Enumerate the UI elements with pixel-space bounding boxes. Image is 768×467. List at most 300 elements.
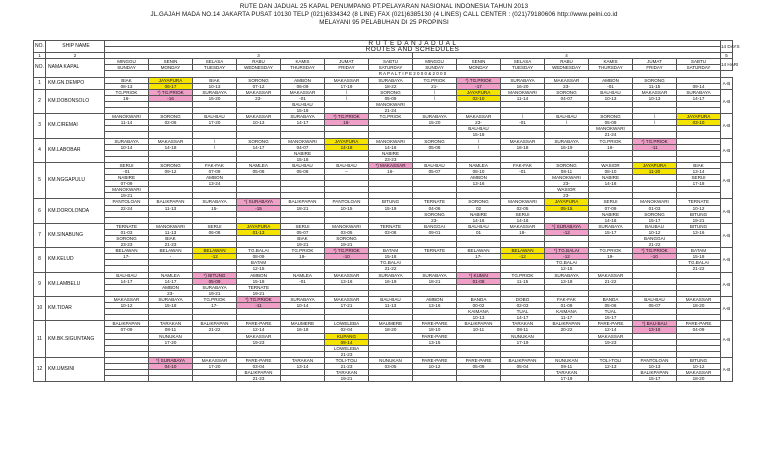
- schedule-cell: MANOKWARI: [149, 223, 193, 229]
- schedule-cell: BAU-BAU: [193, 114, 237, 120]
- schedule-cell: 10-12: [633, 229, 677, 235]
- schedule-cell: 15-18: [281, 156, 325, 162]
- schedule-cell: PARE-PARE: [413, 321, 457, 327]
- schedule-cell: WASIOR: [589, 162, 633, 168]
- schedule-cell: BELAWAN: [193, 248, 237, 254]
- schedule-cell: 14-16: [457, 217, 501, 223]
- schedule-cell: 02-04: [325, 327, 369, 333]
- schedule-cell: AMBON: [413, 296, 457, 302]
- day-header: SABTU: [369, 59, 413, 65]
- schedule-cell: 10-12: [677, 363, 721, 369]
- schedule-cell: 05-07: [281, 229, 325, 235]
- schedule-cell: BIAK: [281, 236, 325, 242]
- schedule-cell: BANDA: [589, 296, 633, 302]
- schedule-cell: 09-14: [325, 339, 369, 345]
- day-header-en: SATURDAY: [369, 65, 413, 71]
- schedule-cell: NAMLEA: [281, 272, 325, 278]
- schedule-cell: [193, 376, 237, 382]
- schedule-cell: 14-18: [149, 144, 193, 150]
- schedule-cell: 15-17: [633, 376, 677, 382]
- ship-name: KM.LABOBAR: [46, 138, 105, 162]
- schedule-cell: PARE-PARE: [589, 321, 633, 327]
- schedule-cell: SORONG: [413, 138, 457, 144]
- ship-name: KM.CIREMAI: [46, 114, 105, 138]
- schedule-cell: SORONG: [149, 114, 193, 120]
- day-header-en: SATURDAY: [677, 65, 721, 71]
- schedule-cell: MAUMERE: [369, 321, 413, 327]
- schedule-cell: BIAK: [677, 162, 721, 168]
- ship-number: 6: [34, 199, 46, 223]
- schedule-cell: [413, 376, 457, 382]
- schedule-cell: 12-15: [545, 266, 589, 272]
- schedule-cell: TUAL: [501, 309, 545, 315]
- schedule-cell: MANOKWARI: [501, 199, 545, 205]
- schedule-cell: PARE-PARE: [457, 357, 501, 363]
- schedule-cell: BALIKPAPAN: [281, 199, 325, 205]
- schedule-cell: *) TG.PRIOK: [633, 138, 677, 144]
- col-ship-header: SHIP NAME: [46, 41, 105, 53]
- schedule-cell: 11-17: [545, 315, 589, 321]
- schedule-cell: NAMLEA: [149, 272, 193, 278]
- ship-number: 4: [34, 138, 46, 162]
- schedule-cell: *) SURABAYA: [237, 199, 281, 205]
- schedule-cell: BALIKPAPAN: [237, 370, 281, 376]
- schedule-cell: 05-09: [193, 278, 237, 284]
- ship-number: 9: [34, 272, 46, 296]
- schedule-cell: \: [545, 120, 589, 126]
- ab-cell: A-B: [721, 162, 733, 199]
- schedule-cell: -01: [501, 168, 545, 174]
- schedule-cell: 18-10: [413, 327, 457, 333]
- schedule-cell: TARAKAN: [501, 321, 545, 327]
- col-no-header: NO.: [34, 41, 46, 53]
- schedule-cell: 13-16: [457, 181, 501, 187]
- schedule-cell: BAU-BAU: [281, 162, 325, 168]
- schedule-cell: 07-09: [105, 181, 149, 187]
- schedule-cell: 03-10: [677, 120, 721, 126]
- schedule-cell: SERUI: [589, 199, 633, 205]
- index-cell: 4: [413, 53, 721, 59]
- day-header-en: THURSDAY: [281, 65, 325, 71]
- effective-note: R A P A L T I P E 2 0 0 0 & 2 0 0 0: [105, 71, 721, 77]
- schedule-cell: SORONG: [325, 236, 369, 242]
- schedule-cell: \: [457, 138, 501, 144]
- schedule-cell: 14-16: [589, 217, 633, 223]
- schedule-cell: 11-14: [105, 120, 149, 126]
- schedule-cell: 11-20: [633, 168, 677, 174]
- index-cell: 1: [34, 53, 46, 59]
- schedule-cell: MAKASSAR: [457, 114, 501, 120]
- schedule-cell: 12-13: [589, 363, 633, 369]
- schedule-cell: TG.PRIOK: [193, 296, 237, 302]
- schedule-cell: 20-22: [545, 327, 589, 333]
- schedule-cell: 21-22: [369, 266, 413, 272]
- schedule-cell: BIAK: [149, 236, 193, 242]
- schedule-cell: BALIKPAPAN: [105, 321, 149, 327]
- ship-number: 3: [34, 114, 46, 138]
- schedule-cell: SORONG: [413, 211, 457, 217]
- schedule-cell: 14-17: [237, 144, 281, 150]
- schedule-cell: SURABAYA: [193, 89, 237, 95]
- schedule-cell: 05-09: [457, 363, 501, 369]
- schedule-cell: 19-23: [589, 339, 633, 345]
- schedule-cell: MAKASSAR: [589, 272, 633, 278]
- schedule-cell: 01-08: [457, 278, 501, 284]
- schedule-cell: MANOKWARI: [369, 101, 413, 107]
- schedule-cell: 21-23: [149, 242, 193, 248]
- schedule-cell: NABIRE: [589, 211, 633, 217]
- schedule-cell: 16-18: [281, 327, 325, 333]
- schedule-cell: NABIRE: [589, 175, 633, 181]
- schedule-cell: \: [457, 144, 501, 150]
- ship-name: KM.NGGAPULU: [46, 162, 105, 199]
- schedule-cell: *) SURABAYA: [545, 223, 589, 229]
- schedule-cell: JAYAPURA: [149, 77, 193, 83]
- schedule-cell: 16-20: [501, 83, 545, 89]
- schedule-cell: BAUBAU: [633, 223, 677, 229]
- ab-cell: A-B: [721, 321, 733, 358]
- schedule-cell: SORONG: [237, 77, 281, 83]
- schedule-cell: 16-19: [369, 278, 413, 284]
- schedule-cell: TG.PRIOK: [501, 272, 545, 278]
- schedule-cell: BAU-BAU: [369, 296, 413, 302]
- schedule-cell: 19-21: [281, 242, 325, 248]
- schedule-cell: 08-13: [105, 83, 149, 89]
- schedule-cell: 17-20: [193, 363, 237, 369]
- schedule-cell: KUPANG: [325, 333, 369, 339]
- schedule-cell: TG.PRIOK: [589, 248, 633, 254]
- ship-name: KM.BK.SIGUNTANG: [46, 321, 105, 358]
- schedule-cell: DOBO: [501, 296, 545, 302]
- schedule-cell: SURABAYA: [413, 114, 457, 120]
- schedule-cell: 14-18: [325, 144, 369, 150]
- schedule-cell: *) BITUNG: [193, 272, 237, 278]
- ship-name: KM.KELUD: [46, 248, 105, 272]
- schedule-cell: MANOKWARI: [369, 138, 413, 144]
- schedule-cell: -: [149, 254, 193, 260]
- schedule-cell: 14-16: [589, 181, 633, 187]
- schedule-cell: *) SURABAYA: [149, 357, 193, 363]
- schedule-cell: 04-09: [677, 327, 721, 333]
- ship-number: 7: [34, 223, 46, 247]
- schedule-cell: -01: [589, 83, 633, 89]
- day-header: SENIN: [457, 59, 501, 65]
- schedule-cell: -01: [105, 168, 149, 174]
- schedule-cell: 11-14: [501, 95, 545, 101]
- day-header-en: MONDAY: [457, 65, 501, 71]
- schedule-cell: BAU-BAU: [545, 114, 589, 120]
- schedule-cell: NABIRE: [105, 175, 149, 181]
- schedule-cell: 23-23: [369, 156, 413, 162]
- ship-number: 8: [34, 248, 46, 272]
- schedule-cell: 16-19: [545, 144, 589, 150]
- schedule-cell: 10-12: [105, 303, 149, 309]
- day-header: MINGGU: [105, 59, 149, 65]
- schedule-cell: 15-: [193, 205, 237, 211]
- schedule-cell: 17-: [457, 254, 501, 260]
- schedule-cell: 10-11: [457, 327, 501, 333]
- schedule-cell: 15-19: [369, 205, 413, 211]
- schedule-cell: *) TG.PRIOK: [237, 296, 281, 302]
- schedule-cell: -15: [237, 205, 281, 211]
- schedule-cell: 15-20: [193, 95, 237, 101]
- schedule-cell: 10-13: [193, 83, 237, 89]
- schedule-cell: BIAK: [193, 77, 237, 83]
- schedule-cell: BIAK: [105, 77, 149, 83]
- day-header: KAMIS: [281, 59, 325, 65]
- schedule-cell: SURABAYA: [105, 138, 149, 144]
- schedule-cell: 05-09: [369, 95, 413, 101]
- schedule-cell: MANOKWARI: [633, 199, 677, 205]
- schedule-cell: SORONG: [589, 114, 633, 120]
- schedule-cell: MAKASSAR: [633, 89, 677, 95]
- schedule-cell: 10-12: [413, 363, 457, 369]
- schedule-cell: -01: [281, 95, 325, 101]
- schedule-cell: FAK-FAK: [501, 162, 545, 168]
- schedule-cell: TERNATE: [413, 199, 457, 205]
- schedule-cell: 10-14: [281, 303, 325, 309]
- schedule-cell: 11-15: [633, 83, 677, 89]
- schedule-cell: TERNATE: [369, 223, 413, 229]
- ship-number: 5: [34, 162, 46, 199]
- schedule-cell: 12-15: [237, 266, 281, 272]
- schedule-cell: 10-13: [633, 95, 677, 101]
- schedule-cell: 21-22: [677, 266, 721, 272]
- schedule-cell: -12: [193, 254, 237, 260]
- schedule-cell: BITUNG: [677, 357, 721, 363]
- schedule-cell: 15-18: [457, 132, 501, 138]
- schedule-cell: 08-11: [149, 327, 193, 333]
- schedule-cell: 09-01: [413, 229, 457, 235]
- schedule-cell: AMBON: [281, 77, 325, 83]
- schedule-cell: 01-13: [237, 229, 281, 235]
- schedule-cell: SORONG: [369, 89, 413, 95]
- schedule-cell: PANTOLOAN: [325, 199, 369, 205]
- schedule-cell: SURABAYA: [193, 284, 237, 290]
- schedule-cell: \: [413, 95, 457, 101]
- schedule-cell: 17-21: [325, 303, 369, 309]
- schedule-cell: 04-07: [545, 95, 589, 101]
- schedule-cell: 01-03: [633, 205, 677, 211]
- schedule-cell: FAK-FAK: [545, 296, 589, 302]
- ship-name: KM.DOBONSOLO: [46, 89, 105, 113]
- schedule-cell: 10-13: [237, 120, 281, 126]
- day-header-en: FRIDAY: [325, 65, 369, 71]
- schedule-cell: PARE-PARE: [237, 321, 281, 327]
- schedule-cell: BATAM: [677, 248, 721, 254]
- schedule-cell: MANOKWARI: [545, 175, 589, 181]
- schedule-cell: 13-24: [193, 181, 237, 187]
- schedule-cell: TERNATE: [413, 248, 457, 254]
- schedule-cell: SERUI: [281, 223, 325, 229]
- schedule-cell: MAKASSAR: [589, 333, 633, 339]
- schedule-cell: BAU-BAU: [413, 162, 457, 168]
- schedule-cell: 21-: [413, 83, 457, 89]
- schedule-cell: 02-06: [149, 120, 193, 126]
- ship-number: 2: [34, 89, 46, 113]
- schedule-cell: 05-07: [633, 303, 677, 309]
- schedule-cell: AMBON: [149, 284, 193, 290]
- index-cell: 2: [46, 53, 105, 59]
- schedule-cell: 04-06: [413, 205, 457, 211]
- schedule-cell: [369, 376, 413, 382]
- schedule-cell: -12: [501, 254, 545, 260]
- schedule-cell: TOLI-TOLI: [325, 357, 369, 363]
- company-address: JL.GAJAH MADA NO.14 JAKARTA PUSAT 10130 TELP (021)6334342 (8 LINE) FAX (021)6385130 (4 LINES) CALL CENTER : (021)79180606 http://www.pelni.co.id: [150, 11, 618, 18]
- schedule-cell: 21-23: [325, 363, 369, 369]
- schedule-cell: 15-17: [633, 217, 677, 223]
- schedule-cell: [457, 376, 501, 382]
- schedule-cell: 08-11: [545, 168, 589, 174]
- schedule-cell: PARE-PARE: [413, 333, 457, 339]
- schedule-cell: 14-16: [369, 144, 413, 150]
- schedule-cell: 14-17: [281, 120, 325, 126]
- schedule-cell: SERUI: [501, 211, 545, 217]
- ab-cell: A-B: [721, 357, 733, 381]
- schedule-cell: 22-24: [105, 205, 149, 211]
- schedule-cell: TERNATE: [105, 223, 149, 229]
- ship-name: KM.UMSINI: [46, 357, 105, 381]
- schedule-cell: 13-14: [677, 168, 721, 174]
- schedule-cell: NUNUKAN: [545, 357, 589, 363]
- schedule-cell: 05-06: [589, 303, 633, 309]
- schedule-cell: BATAM: [369, 248, 413, 254]
- schedule-cell: *) TG.PRIOK: [457, 77, 501, 83]
- index-cell: 3: [105, 53, 413, 59]
- day-header: SABTU: [677, 59, 721, 65]
- schedule-cell: NUNUKAN: [369, 357, 413, 363]
- schedule-cell: 13-18: [545, 278, 589, 284]
- ship-number: 10: [34, 296, 46, 320]
- ship-number: 11: [34, 321, 46, 358]
- schedule-cell: 17-19: [325, 83, 369, 89]
- schedule-cell: 13-14: [281, 363, 325, 369]
- day-header-en: WEDNESDAY: [545, 65, 589, 71]
- schedule-cell: BELAWAN: [149, 248, 193, 254]
- schedule-cell: SORONG: [237, 138, 281, 144]
- schedule-cell: SURABAYA: [413, 272, 457, 278]
- schedule-cell: TARAKAN: [325, 370, 369, 376]
- index-cell: 5: [721, 53, 733, 59]
- schedule-cell: JAYAPURA: [633, 162, 677, 168]
- day-header: RABU: [545, 59, 589, 65]
- schedule-cell: 23-: [545, 193, 589, 199]
- day-header-en: SUNDAY: [105, 65, 149, 71]
- schedule-cell: 23-: [545, 181, 589, 187]
- schedule-cell: 21-22: [589, 278, 633, 284]
- schedule-cell: 21-22: [193, 327, 237, 333]
- schedule-cell: 15-17: [589, 229, 633, 235]
- schedule-cell: SURABAYA: [281, 114, 325, 120]
- schedule-cell: PANTOLOAN: [633, 357, 677, 363]
- day-header: MINGGU: [413, 59, 457, 65]
- schedule-cell: BELAWAN: [105, 248, 149, 254]
- schedule-cell: MAKASSAR: [677, 296, 721, 302]
- schedule-cell: KAIMANA: [545, 309, 589, 315]
- day-header: RABU: [237, 59, 281, 65]
- schedule-cell: [105, 376, 149, 382]
- schedule-cell: 14-17: [105, 278, 149, 284]
- schedule-cell: 10-14: [105, 144, 149, 150]
- schedule-cell: SURABAYA: [677, 89, 721, 95]
- schedule-cell: AMBON: [589, 77, 633, 83]
- schedule-cell: MAKASSAR: [281, 89, 325, 95]
- ab-cell: A-B: [721, 77, 733, 89]
- schedule-cell: 21-22: [633, 242, 677, 248]
- schedule-cell: 15-18: [677, 254, 721, 260]
- schedule-cell: 06-09: [281, 83, 325, 89]
- schedule-cell: 21-24: [589, 132, 633, 138]
- schedule-cell: *) TG.PRIOK: [325, 114, 369, 120]
- schedule-cell: -01: [281, 278, 325, 284]
- schedule-cell: 02-05: [501, 205, 545, 211]
- ab-cell: A-B: [721, 272, 733, 296]
- schedule-cell: 11-15: [501, 278, 545, 284]
- schedule-cell: 23-: [457, 120, 501, 126]
- day-header-en: SUNDAY: [413, 65, 457, 71]
- schedule-cell: 04-10: [149, 363, 193, 369]
- schedule-cell: -11: [237, 303, 281, 309]
- schedule-table: [33, 40, 740, 382]
- schedule-cell: 11-13: [369, 303, 413, 309]
- schedule-cell: NABIRE: [457, 211, 501, 217]
- schedule-cell: TG.BALAI: [677, 260, 721, 266]
- ship-name: KM.GN.DEMPO: [46, 77, 105, 89]
- schedule-cell: 18-20: [369, 327, 413, 333]
- route-header: R U T E D A N J A D U A L: [105, 41, 721, 47]
- schedule-cell: BELAWAN: [501, 248, 545, 254]
- schedule-cell: TERNATE: [237, 284, 281, 290]
- schedule-cell: NUNUKAN: [149, 333, 193, 339]
- schedule-cell: TERNATE: [677, 199, 721, 205]
- schedule-cell: BATAM: [237, 260, 281, 266]
- schedule-cell: 17-20: [193, 120, 237, 126]
- schedule-cell: JAYAPURA: [545, 199, 589, 205]
- schedule-cell: 16-: [105, 95, 149, 101]
- schedule-cell: \: [501, 114, 545, 120]
- schedule-cell: NAMLEA: [237, 162, 281, 168]
- ship-name: KM.SINABUNG: [46, 223, 105, 247]
- schedule-cell: 17-19: [545, 376, 589, 382]
- schedule-cell: SERUI: [193, 223, 237, 229]
- schedule-cell: 03-05: [369, 363, 413, 369]
- schedule-cell: 19-21: [105, 193, 149, 199]
- schedule-cell: SURABAYA: [281, 296, 325, 302]
- schedule-cell: 14-17: [501, 315, 545, 321]
- schedule-cell: *) TG.PRIOK: [149, 89, 193, 95]
- schedule-cell: 19-21: [193, 290, 237, 296]
- schedule-cell: PANTOLOAN: [105, 199, 149, 205]
- schedule-cell: MANOKWARI: [325, 223, 369, 229]
- schedule-cell: 23-: [149, 290, 193, 296]
- schedule-cell: 13-16: [677, 229, 721, 235]
- schedule-cell: 03-04: [237, 363, 281, 369]
- schedule-cell: BAU-BAU: [633, 296, 677, 302]
- schedule-cell: BALIKPAPAN: [545, 321, 589, 327]
- schedule-cell: 16-: [369, 168, 413, 174]
- schedule-cell: 00-02: [457, 303, 501, 309]
- schedule-cell: 17-19: [501, 339, 545, 345]
- schedule-cell: 09-12: [149, 168, 193, 174]
- schedule-cell: TG.BALAI: [369, 260, 413, 266]
- schedule-cell: 15-17: [589, 315, 633, 321]
- schedule-cell: TG.PRIOK: [413, 77, 457, 83]
- schedule-cell: 19-21: [237, 290, 281, 296]
- schedule-cell: SORONG: [633, 77, 677, 83]
- schedule-cell: BALIKPAPAN: [457, 321, 501, 327]
- schedule-cell: 13-16: [325, 278, 369, 284]
- schedule-cell: SORONG: [545, 89, 589, 95]
